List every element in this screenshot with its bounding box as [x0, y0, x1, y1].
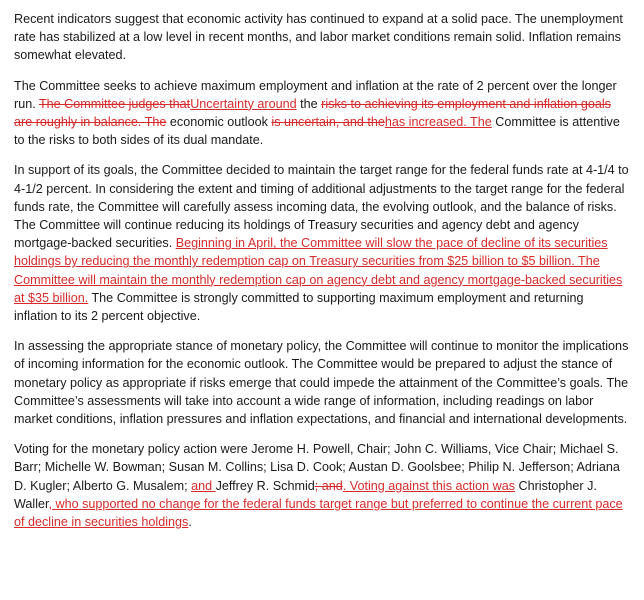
text-segment: .: [188, 515, 192, 530]
paragraph-assessment: [14, 337, 630, 428]
paragraph-policy-decision: [14, 161, 630, 325]
inserted-text: has increased. The: [384, 115, 492, 130]
paragraph-economic-activity: [14, 10, 630, 65]
inserted-text: , who supported no change for the federal funds target range but preferred to continue the current pace of decline in securities holdings: [14, 496, 623, 530]
document-body: [14, 10, 630, 543]
deleted-text: is uncertain, and the: [271, 115, 385, 130]
inserted-text: and: [191, 478, 216, 493]
text-segment: The Committee seeks to achieve maximum employment and inflation at the rate of 2 percent over the longer run.: [14, 78, 617, 111]
text-segment: Committee is attentive to the risks to both sides of its dual mandate.: [14, 115, 620, 148]
text-segment: Jeffrey R. Schmid: [215, 478, 315, 493]
text-segment: In assessing the appropriate stance of monetary policy, the Committee will continue to monitor the implications of incoming information for the economic outlook. The Committee would be prepared to adjust the stance of monetary policy as appropriate if risks emerge that could impede the attainment of the Committee’s goals. The Committee’s assessments will take into account a wide range of information, including readings on labor market conditions, inflation pressures and inflation expectations, and financial and international developments.: [14, 339, 629, 427]
text-segment: the: [296, 96, 322, 111]
inserted-text: . Voting against this action was: [342, 478, 515, 493]
deleted-text: The Committee judges that: [38, 96, 191, 111]
inserted-text: Uncertainty around: [190, 96, 297, 111]
inserted-text: Beginning in April, the Committee will slow the pace of decline of its securities holdings by reducing the monthly redemption cap on Treasury securities from $25 billion to $5 billion. The Committee will maintain the monthly redemption cap on agency debt and agency mortgage-backed securities at $35 billion.: [14, 236, 623, 305]
deleted-text: ; and: [314, 478, 343, 493]
text-segment: In support of its goals, the Committee decided to maintain the target range for the federal funds rate at 4-1/4 to 4-1/2 percent. In considering the extent and timing of additional adjustments to the target range for the federal funds rate, the Committee will carefully assess incoming data, the evolving outlook, and the balance of risks. The Committee will continue reducing its holdings of Treasury securities and agency debt and agency mortgage-backed securities.: [14, 163, 629, 251]
text-segment: Recent indicators suggest that economic activity has continued to expand at a solid pace. The unemployment rate has stabilized at a low level in recent months, and labor market conditions remain solid. Inflation remains somewhat elevated.: [14, 12, 623, 63]
text-segment: Voting for the monetary policy action were Jerome H. Powell, Chair; John C. Williams, Vice Chair; Michael S. Barr; Michelle W. Bowman; Susan M. Collins; Lisa D. Cook; Austan D. Goolsbee; Philip N. Jefferson; Adriana D. Kugler; Alberto G. Musalem;: [14, 442, 620, 493]
paragraph-voting: [14, 440, 630, 531]
deleted-text: risks to achieving its employment and inflation goals are roughly in balance. The: [14, 96, 611, 130]
text-segment: economic outlook: [166, 115, 272, 130]
text-segment: Christopher J. Waller: [14, 478, 597, 511]
paragraph-objectives: [14, 77, 630, 150]
text-segment: The Committee is strongly committed to supporting maximum employment and returning inflation to its 2 percent objective.: [14, 290, 584, 324]
